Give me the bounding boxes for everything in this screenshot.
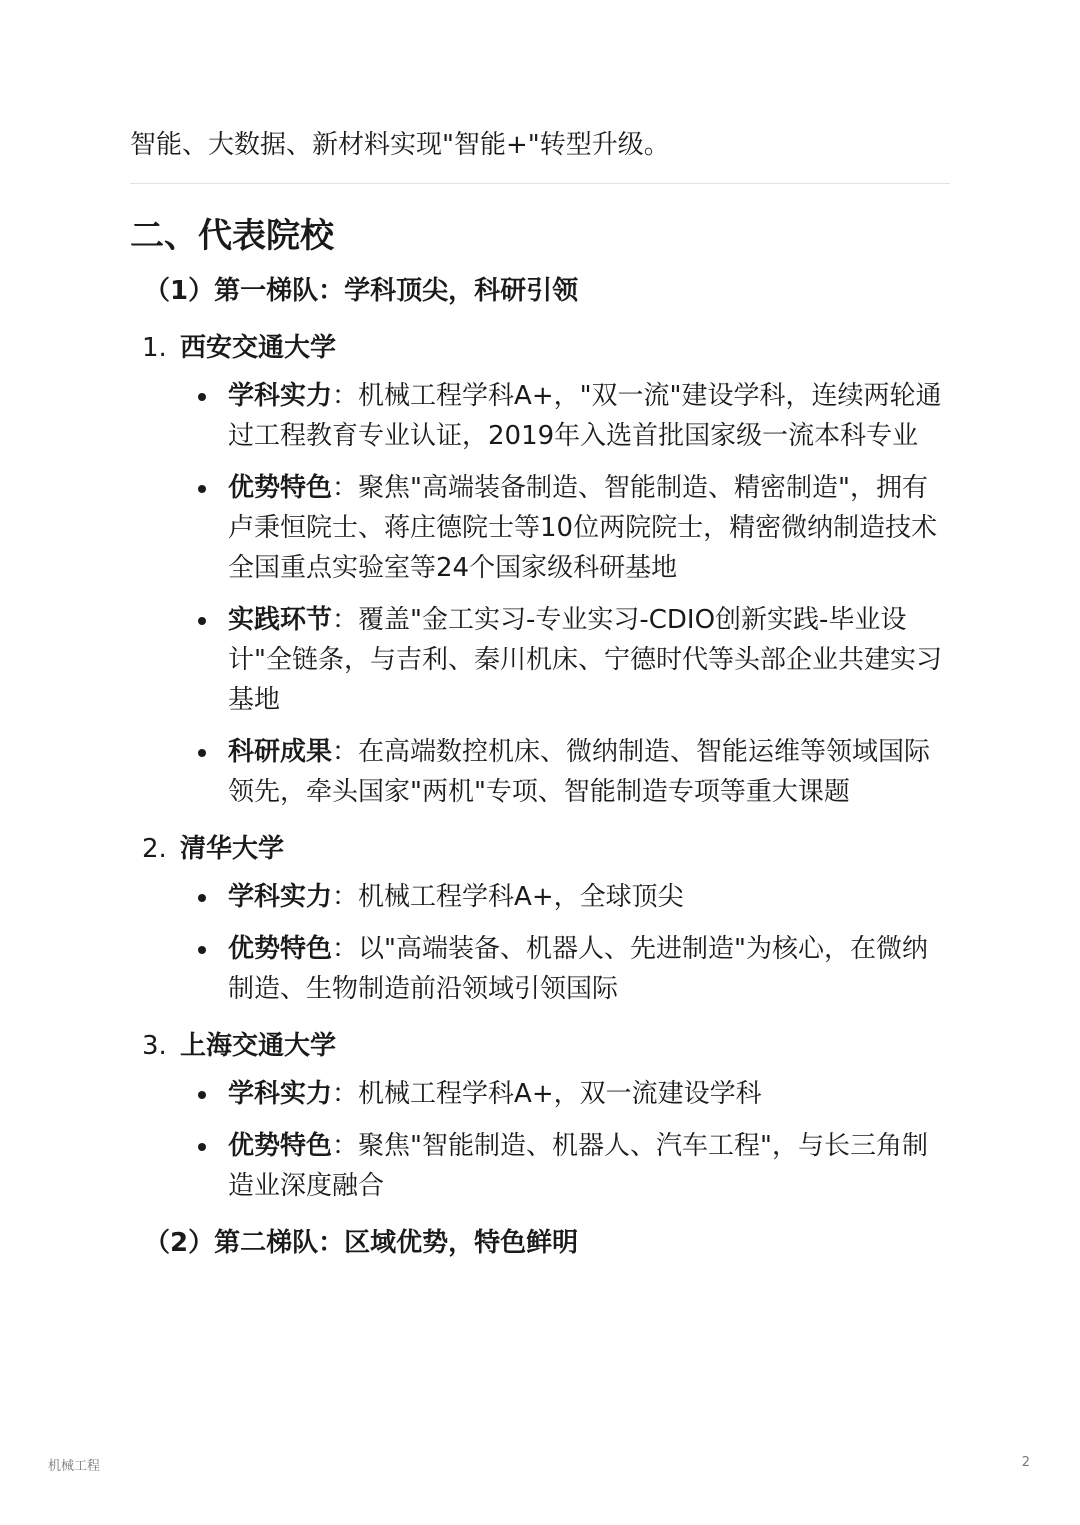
tier-heading-second: （2）第二梯队：区域优势，特色鲜明 (144, 1227, 579, 1258)
list-item (130, 1074, 950, 1114)
bullet-separator: ： (332, 933, 359, 964)
bullet-label: 实践环节 (228, 604, 333, 635)
bullet-separator: ： (332, 472, 359, 503)
school-number: 3. (142, 1030, 167, 1061)
list-item (130, 376, 950, 456)
list-item (130, 468, 950, 588)
bullet-text: 以"高端装备、机器人、先进制造"为核心，在微纳制造、生物制造前沿领域引领国际 (228, 933, 928, 1004)
school-name: 清华大学 (180, 833, 285, 864)
bullet-dot-icon (198, 393, 206, 401)
bullet-separator: ： (332, 881, 359, 912)
intro-paragraph: 智能、大数据、新材料实现"智能+"转型升级。 (130, 126, 950, 184)
list-item (130, 877, 950, 917)
bullet-text: 覆盖"金工实习-专业实习-CDIO创新实践-毕业设计"全链条，与吉利、秦川机床、宁德时代等头部企业共建实习基地 (228, 604, 942, 715)
bullet-separator: ： (332, 380, 359, 411)
bullet-label: 优势特色 (228, 1130, 333, 1161)
bullet-dot-icon (198, 894, 206, 902)
bullet-separator: ： (332, 1078, 359, 1109)
school-block (130, 830, 950, 1009)
bullet-separator: ： (332, 736, 359, 767)
school-number: 1. (142, 332, 167, 363)
list-item (130, 929, 950, 1009)
bullet-dot-icon (198, 749, 206, 757)
bullet-label: 学科实力 (228, 1078, 333, 1109)
bullet-text: 在高端数控机床、微纳制造、智能运维等领域国际领先，牵头国家"两机"专项、智能制造专项等重大课题 (228, 736, 931, 807)
bullet-label: 优势特色 (228, 933, 333, 964)
bullet-separator: ： (332, 1130, 359, 1161)
bullet-list (130, 877, 950, 1009)
school-name: 上海交通大学 (180, 1030, 337, 1061)
bullet-label: 科研成果 (228, 736, 333, 767)
page-number: 2 (1021, 1455, 1030, 1470)
tier-heading-first: （1）第一梯队：学科顶尖，科研引领 (144, 275, 579, 306)
school-title (142, 830, 950, 869)
school-name: 西安交通大学 (180, 332, 337, 363)
footer-title: 机械工程 (48, 1459, 101, 1474)
bullet-separator: ： (332, 604, 359, 635)
bullet-dot-icon (198, 1091, 206, 1099)
bullet-text: 聚焦"智能制造、机器人、汽车工程"，与长三角制造业深度融合 (228, 1130, 928, 1201)
school-title (142, 1027, 950, 1066)
section-heading: 二、代表院校 (130, 216, 334, 256)
school-title (142, 329, 950, 368)
bullet-label: 学科实力 (228, 380, 333, 411)
school-block (130, 329, 950, 812)
list-item (130, 600, 950, 720)
document-body (130, 126, 950, 1263)
bullet-label: 优势特色 (228, 472, 333, 503)
bullet-dot-icon (198, 485, 206, 493)
bullet-text: 聚焦"高端装备制造、智能制造、精密制造"，拥有卢秉恒院士、蒋庄德院士等10位两院院士，精密微纳制造技术全国重点实验室等24个国家级科研基地 (228, 472, 938, 583)
bullet-dot-icon (198, 617, 206, 625)
bullet-list (130, 376, 950, 812)
list-item (130, 1126, 950, 1206)
bullet-dot-icon (198, 1143, 206, 1151)
bullet-dot-icon (198, 946, 206, 954)
bullet-text: 机械工程学科A+，全球顶尖 (358, 881, 684, 912)
bullet-text: 机械工程学科A+，"双一流"建设学科，连续两轮通过工程教育专业认证，2019年入选首批国家级一流本科专业 (228, 380, 942, 451)
list-item (130, 732, 950, 812)
bullet-text: 机械工程学科A+，双一流建设学科 (358, 1078, 762, 1109)
bullet-label: 学科实力 (228, 881, 333, 912)
school-block (130, 1027, 950, 1206)
bullet-list (130, 1074, 950, 1206)
school-number: 2. (142, 833, 167, 864)
